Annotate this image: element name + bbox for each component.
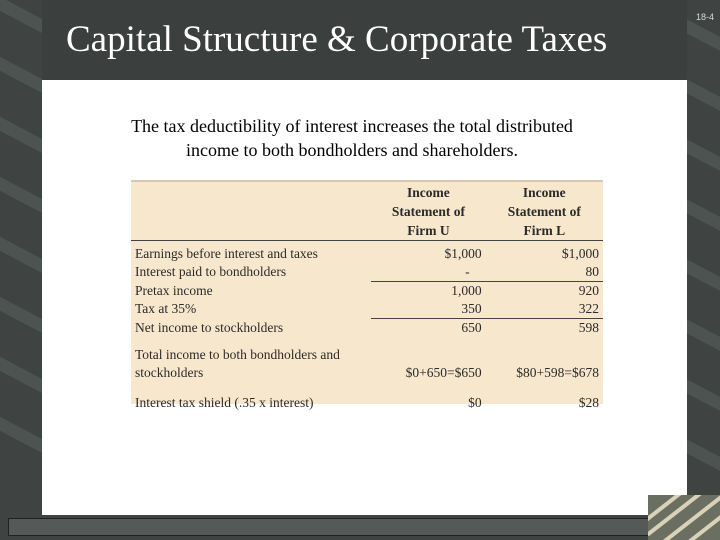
row-label: Interest paid to bondholders [135,264,287,280]
corner-decoration-image [648,495,720,540]
firm-u-value: $1,000 [371,241,485,264]
bottom-frame-bar [0,515,720,540]
firm-u-value: 1,000 [451,283,482,298]
bottom-frame-inset [8,518,650,536]
left-frame-decoration [0,0,42,540]
firm-l-value: $1,000 [486,241,603,264]
shield-firm-u: $0 [468,395,482,410]
total-label-line-2: stockholders [135,365,204,380]
table-row [131,319,603,338]
row-label: Pretax income [135,282,213,298]
firm-l-value: 80 [486,263,603,282]
total-firm-u: $0+650=$650 [405,365,482,380]
table-row-tax-shield [131,382,603,412]
title-bar [42,0,687,80]
shield-label: Interest tax shield (.35 x interest) [135,395,314,410]
row-label: Net income to stockholders [135,319,284,335]
table-row-total-label [131,337,603,364]
table-row [131,241,603,264]
total-label-line-1: Total income to both bondholders and [135,347,340,362]
table-row-total [131,364,603,382]
total-firm-l: $80+598=$678 [516,365,599,380]
header-firm-l: Income Statement of Firm L [507,185,581,238]
income-statement-table [131,180,603,410]
firm-u-value: - [371,263,485,282]
slide-subtitle [42,114,662,162]
slide-number: 18-4 [695,12,714,22]
table-row [131,282,603,301]
table-row [131,263,603,282]
firm-l-value: 598 [578,320,599,335]
table-header-row [131,182,603,241]
firm-u-value: 350 [371,300,485,319]
slide-title: Capital Structure & Corporate Taxes [66,19,608,60]
row-label: Earnings before interest and taxes [131,241,371,264]
subtitle-line-2: income to both bondholders and shareholders. [186,140,518,160]
subtitle-line-1: The tax deductibility of interest increases the total distributed [131,116,573,136]
firm-l-value: 920 [578,283,599,298]
right-frame-decoration [687,0,720,540]
header-firm-u: Income Statement of Firm U [391,185,465,238]
firm-u-value: 650 [461,320,482,335]
shield-firm-l: $28 [578,395,599,410]
firm-l-value: 322 [486,300,603,319]
slide-body [42,80,687,515]
row-label: Tax at 35% [135,301,197,317]
table-row [131,300,603,319]
